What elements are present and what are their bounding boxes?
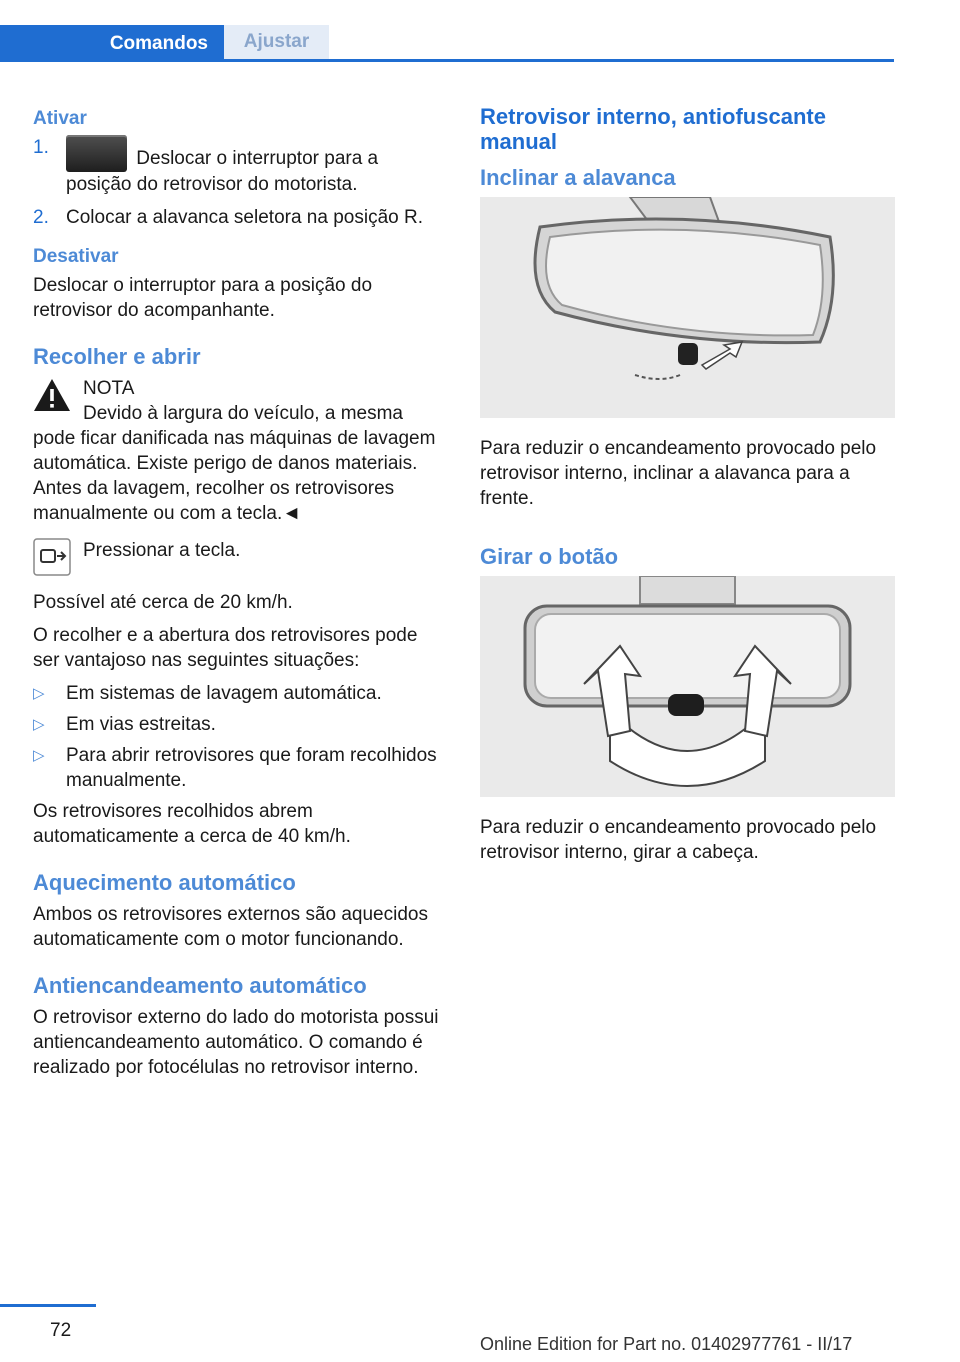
press-key-text: Pressionar a tecla. xyxy=(83,540,241,561)
mirror-lever-illustration xyxy=(480,197,895,418)
triangle-bullet-icon: ▷ xyxy=(33,685,45,702)
mirror-knob-illustration xyxy=(480,576,895,797)
note-text: pode ficar danificada nas máquinas de lavagem automática. Existe perigo de danos materiais. Antes da lavagem, recolher os retrovisores manualmente ou com a tecla.◄ xyxy=(33,428,436,524)
aquecimento-heading: Aquecimento automático xyxy=(33,870,296,895)
list-item xyxy=(33,743,448,793)
fold-mirror-button-icon xyxy=(33,538,71,583)
step-2-text: Colocar a alavanca seletora na posição R. xyxy=(66,207,423,228)
antiencandeamento-heading: Antiencandeamento automático xyxy=(33,973,367,998)
page-number: 72 xyxy=(50,1320,72,1341)
warning-icon xyxy=(33,378,71,419)
edition-line: Online Edition for Part no. 01402977761 - II/17 xyxy=(480,1334,853,1354)
recolher-heading: Recolher e abrir xyxy=(33,344,201,369)
press-key-row xyxy=(33,538,448,580)
list-item xyxy=(33,681,448,706)
aquecimento-text: Ambos os retrovisores externos são aquecidos automaticamente com o motor funcionando. xyxy=(33,904,428,950)
note-label: NOTA xyxy=(83,378,135,399)
desativar-text: Deslocar o interruptor para a posição do retrovisor do acompanhante. xyxy=(33,275,373,321)
right-column xyxy=(480,100,895,873)
interior-mirror-heading: Retrovisor interno, antiofuscante manual xyxy=(480,104,826,154)
left-column xyxy=(33,100,448,1088)
speed-text: Possível até cerca de 20 km/h. xyxy=(33,592,293,613)
tab-comandos[interactable]: Comandos xyxy=(0,25,224,62)
triangle-bullet-icon: ▷ xyxy=(33,747,45,764)
triangle-bullet-icon: ▷ xyxy=(33,716,45,733)
warning-note xyxy=(33,376,448,526)
auto-open-text: Os retrovisores recolhidos abrem automaticamente a cerca de 40 km/h. xyxy=(33,801,351,847)
inclinar-text: Para reduzir o encandeamento provocado pelo retrovisor interno, inclinar a alavanca para a frente. xyxy=(480,438,877,509)
list-item xyxy=(33,712,448,737)
ativar-heading: Ativar xyxy=(33,108,87,129)
step-1-number: 1. xyxy=(33,137,49,158)
header-rule xyxy=(0,59,894,62)
bullet-text: Para abrir retrovisores que foram recolhidos manualmente. xyxy=(66,745,437,791)
step-2-number: 2. xyxy=(33,207,49,228)
inclinar-heading: Inclinar a alavanca xyxy=(480,165,676,190)
step-1-text: Deslocar o interruptor para a posição do retrovisor do motorista. xyxy=(66,148,379,195)
advantage-text: O recolher e a abertura dos retrovisores pode ser vantajoso nas seguintes situações: xyxy=(33,625,418,671)
header-tabs xyxy=(0,25,894,62)
footer-rule xyxy=(0,1304,96,1307)
step-2 xyxy=(33,205,448,230)
bullet-text: Em vias estreitas. xyxy=(66,714,216,735)
step-1 xyxy=(33,135,448,197)
girar-heading: Girar o botão xyxy=(480,544,619,569)
note-first-line: Devido à largura do veículo, a mesma xyxy=(83,403,403,424)
bullet-text: Em sistemas de lavagem automática. xyxy=(66,683,382,704)
girar-text: Para reduzir o encandeamento provocado pelo retrovisor interno, girar a cabeça. xyxy=(480,817,877,863)
desativar-heading: Desativar xyxy=(33,246,119,267)
antiencandeamento-text: O retrovisor externo do lado do motorista possui antiencandeamento automático. O comando é realizado por fotocélulas no retrovisor interno. xyxy=(33,1007,439,1078)
tab-ajustar[interactable]: Ajustar xyxy=(224,25,329,59)
mirror-switch-icon xyxy=(66,135,127,172)
